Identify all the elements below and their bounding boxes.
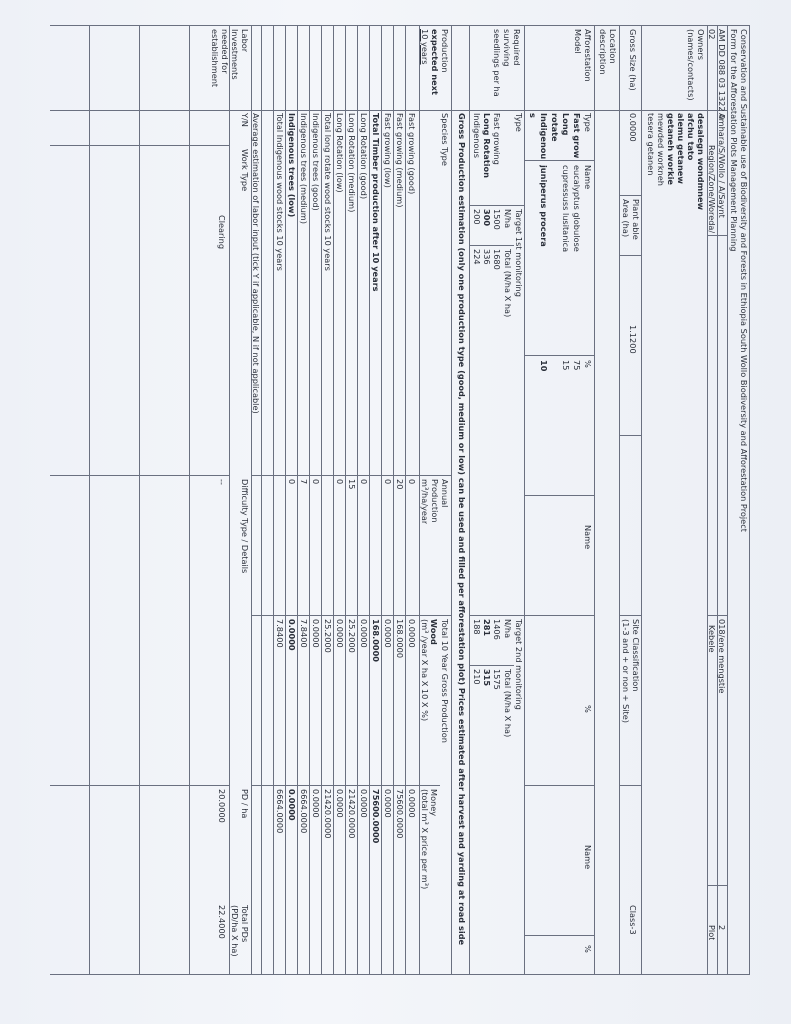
owner-name: alemu getanew — [676, 113, 686, 184]
model-percent: 75 — [572, 360, 582, 371]
seedling-n1: 1500 — [492, 209, 502, 230]
model-label: Afforestation — [583, 29, 593, 82]
production-annual: 0 — [383, 479, 393, 485]
model-header: Name — [583, 845, 593, 870]
seedling-t2: 315 — [482, 669, 492, 687]
production-wood: 0.0000 — [359, 619, 369, 648]
project-title: Conservation and Sustainable use of Biodiversity and Forests in Ethiopia South Wollo Biodiversity and Afforestation Project — [739, 29, 749, 532]
model-sublabel: Model — [573, 29, 583, 54]
production-label: Production — [440, 29, 450, 73]
rule — [525, 615, 595, 616]
model-species: cupressuss lusitanica — [561, 165, 571, 253]
seedlings-label: Required — [512, 29, 522, 66]
location-label: Location — [608, 29, 618, 64]
labor-pd: 20.0000 — [217, 789, 227, 823]
rule — [620, 435, 642, 436]
nha-header: N/ha — [503, 209, 513, 229]
model-header: % — [583, 360, 593, 368]
labor-difficulty: -- — [217, 479, 227, 485]
production-wood: 7.8400 — [299, 619, 309, 648]
monitoring-1-header: Target 1st monitoring — [514, 209, 524, 297]
area-value: 1.1200 — [628, 325, 638, 354]
wood-header: Wood — [429, 619, 439, 645]
production-annual: 15 — [347, 479, 357, 490]
code-suffix: 02 — [707, 29, 717, 40]
total-header: Total (N/ha X ha) — [503, 249, 513, 318]
labor-work-type: Clearing — [217, 215, 227, 250]
rule — [594, 25, 595, 975]
production-wood: 0.0000 — [407, 619, 417, 648]
model-header: % — [583, 945, 593, 953]
yn-header: Y/N — [240, 113, 250, 127]
rule — [525, 785, 595, 786]
plot-code: AM DD 088 03 1322 0 — [717, 29, 727, 120]
plot-number: 2 — [717, 925, 727, 931]
model-type: Fast grow — [572, 113, 582, 159]
location-sublabel: description — [598, 29, 608, 75]
rule — [451, 25, 452, 975]
production-money: 0.0000 — [311, 789, 321, 818]
model-percent: 15 — [561, 360, 571, 371]
labor-label: Labor — [240, 29, 250, 53]
seedlings-label: surviving — [502, 29, 512, 67]
seedling-type: Long Rotation — [482, 113, 492, 178]
production-annual: 20 — [395, 479, 405, 490]
production-note: Gross Production estimation (only one production type (good, medium or low) can be used and filled per afforestation plot) Prices estimated after harvest and yarding at road side — [457, 113, 467, 946]
production-money: 75600.0000 — [395, 789, 405, 839]
production-annual: 0 — [311, 479, 321, 485]
pd-header: PD / ha — [240, 789, 250, 819]
rule — [229, 25, 230, 975]
production-money: 0.0000 — [407, 789, 417, 818]
region-label: Region/Zone/Woreda/ — [707, 145, 717, 234]
production-row-label: Long Rotation (good) — [359, 113, 369, 200]
rule — [50, 785, 230, 786]
seedling-type: Indigenous — [472, 113, 482, 158]
owner-name: afchu tato — [686, 113, 696, 161]
labor-label: establishment — [210, 29, 220, 88]
rule — [470, 615, 525, 616]
seedling-t2: 1575 — [492, 669, 502, 690]
rule — [50, 974, 750, 975]
seedling-t1: 336 — [482, 249, 492, 265]
rule — [641, 25, 642, 975]
production-row-label: Fast growing (low) — [383, 113, 393, 188]
seedling-type: Fast growing — [492, 113, 502, 165]
labor-total: 22.4000 — [217, 905, 227, 939]
production-label: 10 years — [420, 29, 430, 65]
total-pds-subheader: (PD/ha X ha) — [230, 905, 240, 957]
species-type-header: Species Type — [440, 113, 450, 166]
production-row-label: Fast growing (medium) — [395, 113, 405, 208]
production-money: 75600.0000 — [371, 789, 381, 844]
seedling-n2: 1406 — [492, 619, 502, 640]
wood-subheader: (m³ /year X ha X 10 X %) — [420, 619, 430, 722]
rule — [139, 25, 140, 975]
production-wood: 0.0000 — [335, 619, 345, 648]
rule — [708, 615, 728, 616]
rule — [620, 255, 642, 256]
region-value: Amhara/S/Wollo / A/Saynt — [717, 113, 727, 218]
production-wood: 7.8400 — [275, 619, 285, 648]
production-annual: 0 — [359, 479, 369, 485]
seedling-n2: 281 — [482, 619, 492, 637]
production-wood: 168.0000 — [371, 619, 381, 662]
annual-header: m³/ha/year — [420, 479, 430, 525]
model-species: eucalyptus globulose — [572, 165, 582, 252]
site-sublabel: (1-3 and + or non + Site) — [621, 619, 631, 723]
work-type-header: Work Type — [240, 149, 250, 192]
production-row-label: Total Timber production after 10 years — [371, 113, 381, 292]
model-header: Name — [583, 165, 593, 190]
labor-note: Average estimation of labor input (tick Y if applicable, N if not applicable) — [251, 113, 261, 414]
owners-label: Owners — [696, 29, 706, 60]
production-money: 0.0000 — [383, 789, 393, 818]
seedling-n2: 188 — [472, 619, 482, 635]
rule — [470, 245, 514, 246]
model-type: rotate — [550, 113, 560, 142]
seedling-n1: 300 — [482, 209, 492, 227]
production-row-label: Fast growing (good) — [407, 113, 417, 195]
rule — [252, 785, 440, 786]
rule — [50, 110, 728, 111]
owner-name: getaneh workie — [666, 113, 676, 185]
production-row-label: Indigenous trees (low) — [287, 113, 297, 218]
nha-header: N/ha — [503, 619, 513, 639]
owners-sublabel: (names/contacts) — [686, 29, 696, 101]
seedling-t1: 224 — [472, 249, 482, 265]
model-percent: 10 — [539, 360, 549, 372]
production-wood: 25.2000 — [323, 619, 333, 653]
model-header: % — [583, 705, 593, 713]
production-label: expected next — [430, 29, 440, 95]
production-wood: 25.2000 — [347, 619, 357, 653]
total-10-header: Total 10 Year Gross Production — [440, 619, 450, 743]
seedling-t1: 1680 — [492, 249, 502, 270]
production-money: 0.0000 — [359, 789, 369, 818]
rule — [620, 615, 642, 616]
seedlings-label: seedlings per ha — [492, 29, 502, 97]
rule — [619, 25, 620, 975]
site-class-value: Class-3 — [628, 905, 638, 935]
production-annual: 0 — [335, 479, 345, 485]
production-row-label: Indigenous trees (good) — [311, 113, 321, 211]
difficulty-header: Difficulty Type / Details — [240, 479, 250, 574]
production-wood: 0.0000 — [383, 619, 393, 648]
gross-size-label: Gross Size (ha) — [628, 29, 638, 91]
model-type: s — [528, 113, 538, 118]
production-money: 21420.0000 — [323, 789, 333, 839]
model-type: Indigenou — [539, 113, 549, 160]
production-row-label: Total long rotate wood stocks 10 years — [323, 113, 333, 271]
model-header: Type — [583, 113, 593, 132]
production-row-label: Total Indigenous wood stocks 10 years — [275, 113, 285, 271]
rule — [525, 160, 595, 161]
seedling-t2: 210 — [472, 669, 482, 685]
model-species: juniperus procera — [539, 165, 549, 247]
production-row-label: Long Rotation (medium) — [347, 113, 357, 213]
production-annual: 7 — [299, 479, 309, 485]
owner-name: mewded workneh — [656, 113, 666, 186]
rule — [524, 25, 525, 975]
rule — [50, 25, 750, 26]
monitoring-2-header: Target 2nd monitoring — [514, 619, 524, 710]
labor-label: needed for — [220, 29, 230, 74]
total-header: Total (N/ha X ha) — [503, 669, 513, 738]
owner-name: desalegn wondmnew — [696, 113, 706, 211]
production-money: 6664.0000 — [275, 789, 285, 834]
production-row-label: Long Rotation (low) — [335, 113, 345, 193]
kebele-label: Kebele — [707, 625, 717, 653]
model-type: Long — [561, 113, 571, 136]
production-money: 21420.0000 — [347, 789, 357, 839]
rule — [189, 25, 190, 975]
form-title: Form for the Afforestation Plots Management Planning — [729, 29, 739, 252]
rule — [708, 235, 728, 236]
production-money: 6664.0000 — [299, 789, 309, 834]
rule — [620, 785, 642, 786]
production-wood: 168.0000 — [395, 619, 405, 659]
production-annual: 0 — [287, 479, 297, 485]
money-subheader: (total m³ X price per m³) — [420, 789, 430, 890]
site-label: Site Classification — [631, 619, 641, 692]
rule — [708, 885, 728, 886]
rule — [470, 665, 514, 666]
production-annual: 0 — [407, 479, 417, 485]
production-wood: 0.0000 — [311, 619, 321, 648]
rule — [50, 145, 230, 146]
total-pds-header: Total PDs — [240, 905, 250, 943]
rule — [252, 475, 452, 476]
rule — [252, 615, 452, 616]
plantable-label: Plant able — [631, 199, 641, 240]
gross-size-value: 0.0000 — [628, 113, 638, 142]
rule — [261, 25, 262, 975]
rule — [525, 935, 595, 936]
annual-header: Production — [430, 479, 440, 523]
rule — [525, 495, 595, 496]
production-money: 0.0000 — [335, 789, 345, 818]
rule — [749, 25, 750, 975]
rule — [620, 195, 642, 196]
rule — [469, 25, 470, 975]
kebele-value: 018/ene mengstie — [717, 619, 727, 694]
rule — [470, 205, 525, 206]
production-wood: 0.0000 — [287, 619, 297, 651]
owner-name: tesera getanen — [646, 113, 656, 176]
seedling-n1: 200 — [472, 209, 482, 225]
area-label: Area (ha) — [621, 199, 631, 238]
rule — [525, 355, 595, 356]
rule — [89, 25, 90, 975]
afforestation-form — [50, 25, 750, 975]
production-money: 0.0000 — [287, 789, 297, 821]
model-header: Name — [583, 525, 593, 550]
labor-label: Investments — [230, 29, 240, 80]
money-header: Money — [429, 789, 439, 817]
annual-header: Annual — [440, 479, 450, 508]
production-row-label: Indigenous trees (medium) — [299, 113, 309, 224]
rule — [50, 475, 230, 476]
seedlings-type-header: Type — [514, 113, 524, 132]
plot-label: Plot — [707, 925, 717, 941]
